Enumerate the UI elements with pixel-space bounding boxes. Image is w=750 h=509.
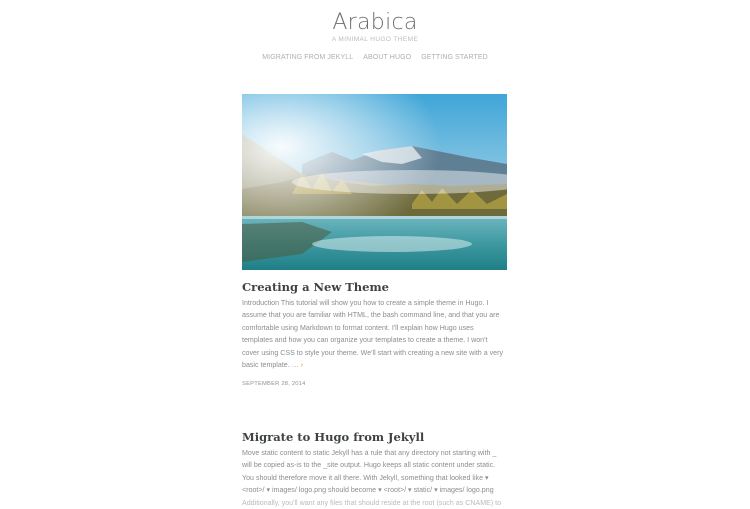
main-nav xyxy=(0,54,750,61)
summary-line: Introduction This tutorial will show you how to create a simple theme in Hugo. I xyxy=(242,299,489,307)
summary-line: templates and how you can organize your templates to create a theme. I won't xyxy=(242,336,488,345)
read-more-link[interactable]: › xyxy=(300,361,304,370)
site-title[interactable]: Arabica xyxy=(332,10,418,35)
post-summary xyxy=(242,297,508,371)
post-item xyxy=(242,279,508,387)
summary-text: basic template. … xyxy=(242,361,301,370)
post-title-link[interactable]: Migrate to Hugo from Jekyll xyxy=(242,430,425,444)
nav-link-migrating-from-jekyll[interactable]: MIGRATING FROM JEKYLL xyxy=(262,54,354,61)
nav-link-getting-started[interactable]: GETTING STARTED xyxy=(421,54,488,61)
post-date: SEPTEMBER 28, 2014 xyxy=(242,381,306,388)
post-summary xyxy=(242,447,508,509)
summary-line: comfortable using Markdown to format content. I'll explain how Hugo uses xyxy=(242,323,474,332)
nav-link-about-hugo[interactable]: ABOUT HUGO xyxy=(363,54,412,61)
summary-line: assume that you are familiar with HTML, the bash command line, and that you are xyxy=(242,311,500,320)
summary-line: You should therefore move it all there. With Jekyll, something that looked like ▾ xyxy=(242,473,489,482)
post-title-link[interactable]: Creating a New Theme xyxy=(242,280,389,294)
summary-line: cover using CSS to style your theme. We'll start with creating a new site with a very xyxy=(242,348,504,357)
summary-line-last xyxy=(242,359,508,371)
summary-line: <root>/ ▾ images/ logo.png should become ▾ <root>/ ▾ static/ ▾ images/ logo.png xyxy=(242,486,494,495)
summary-line: Additionally, you'll want any files that should reside at the root (such as CNAME) to xyxy=(242,498,502,507)
summary-line: Move static content to static Jekyll has a rule that any directory not starting with _ xyxy=(242,449,497,457)
post-item xyxy=(242,429,508,509)
mountain-lake-image xyxy=(242,94,507,270)
summary-line: will be copied as-is to the _site output. Hugo keeps all static content under static. xyxy=(242,461,496,470)
site-tagline: A MINIMAL HUGO THEME xyxy=(331,36,419,43)
post-featured-image[interactable] xyxy=(242,94,507,270)
